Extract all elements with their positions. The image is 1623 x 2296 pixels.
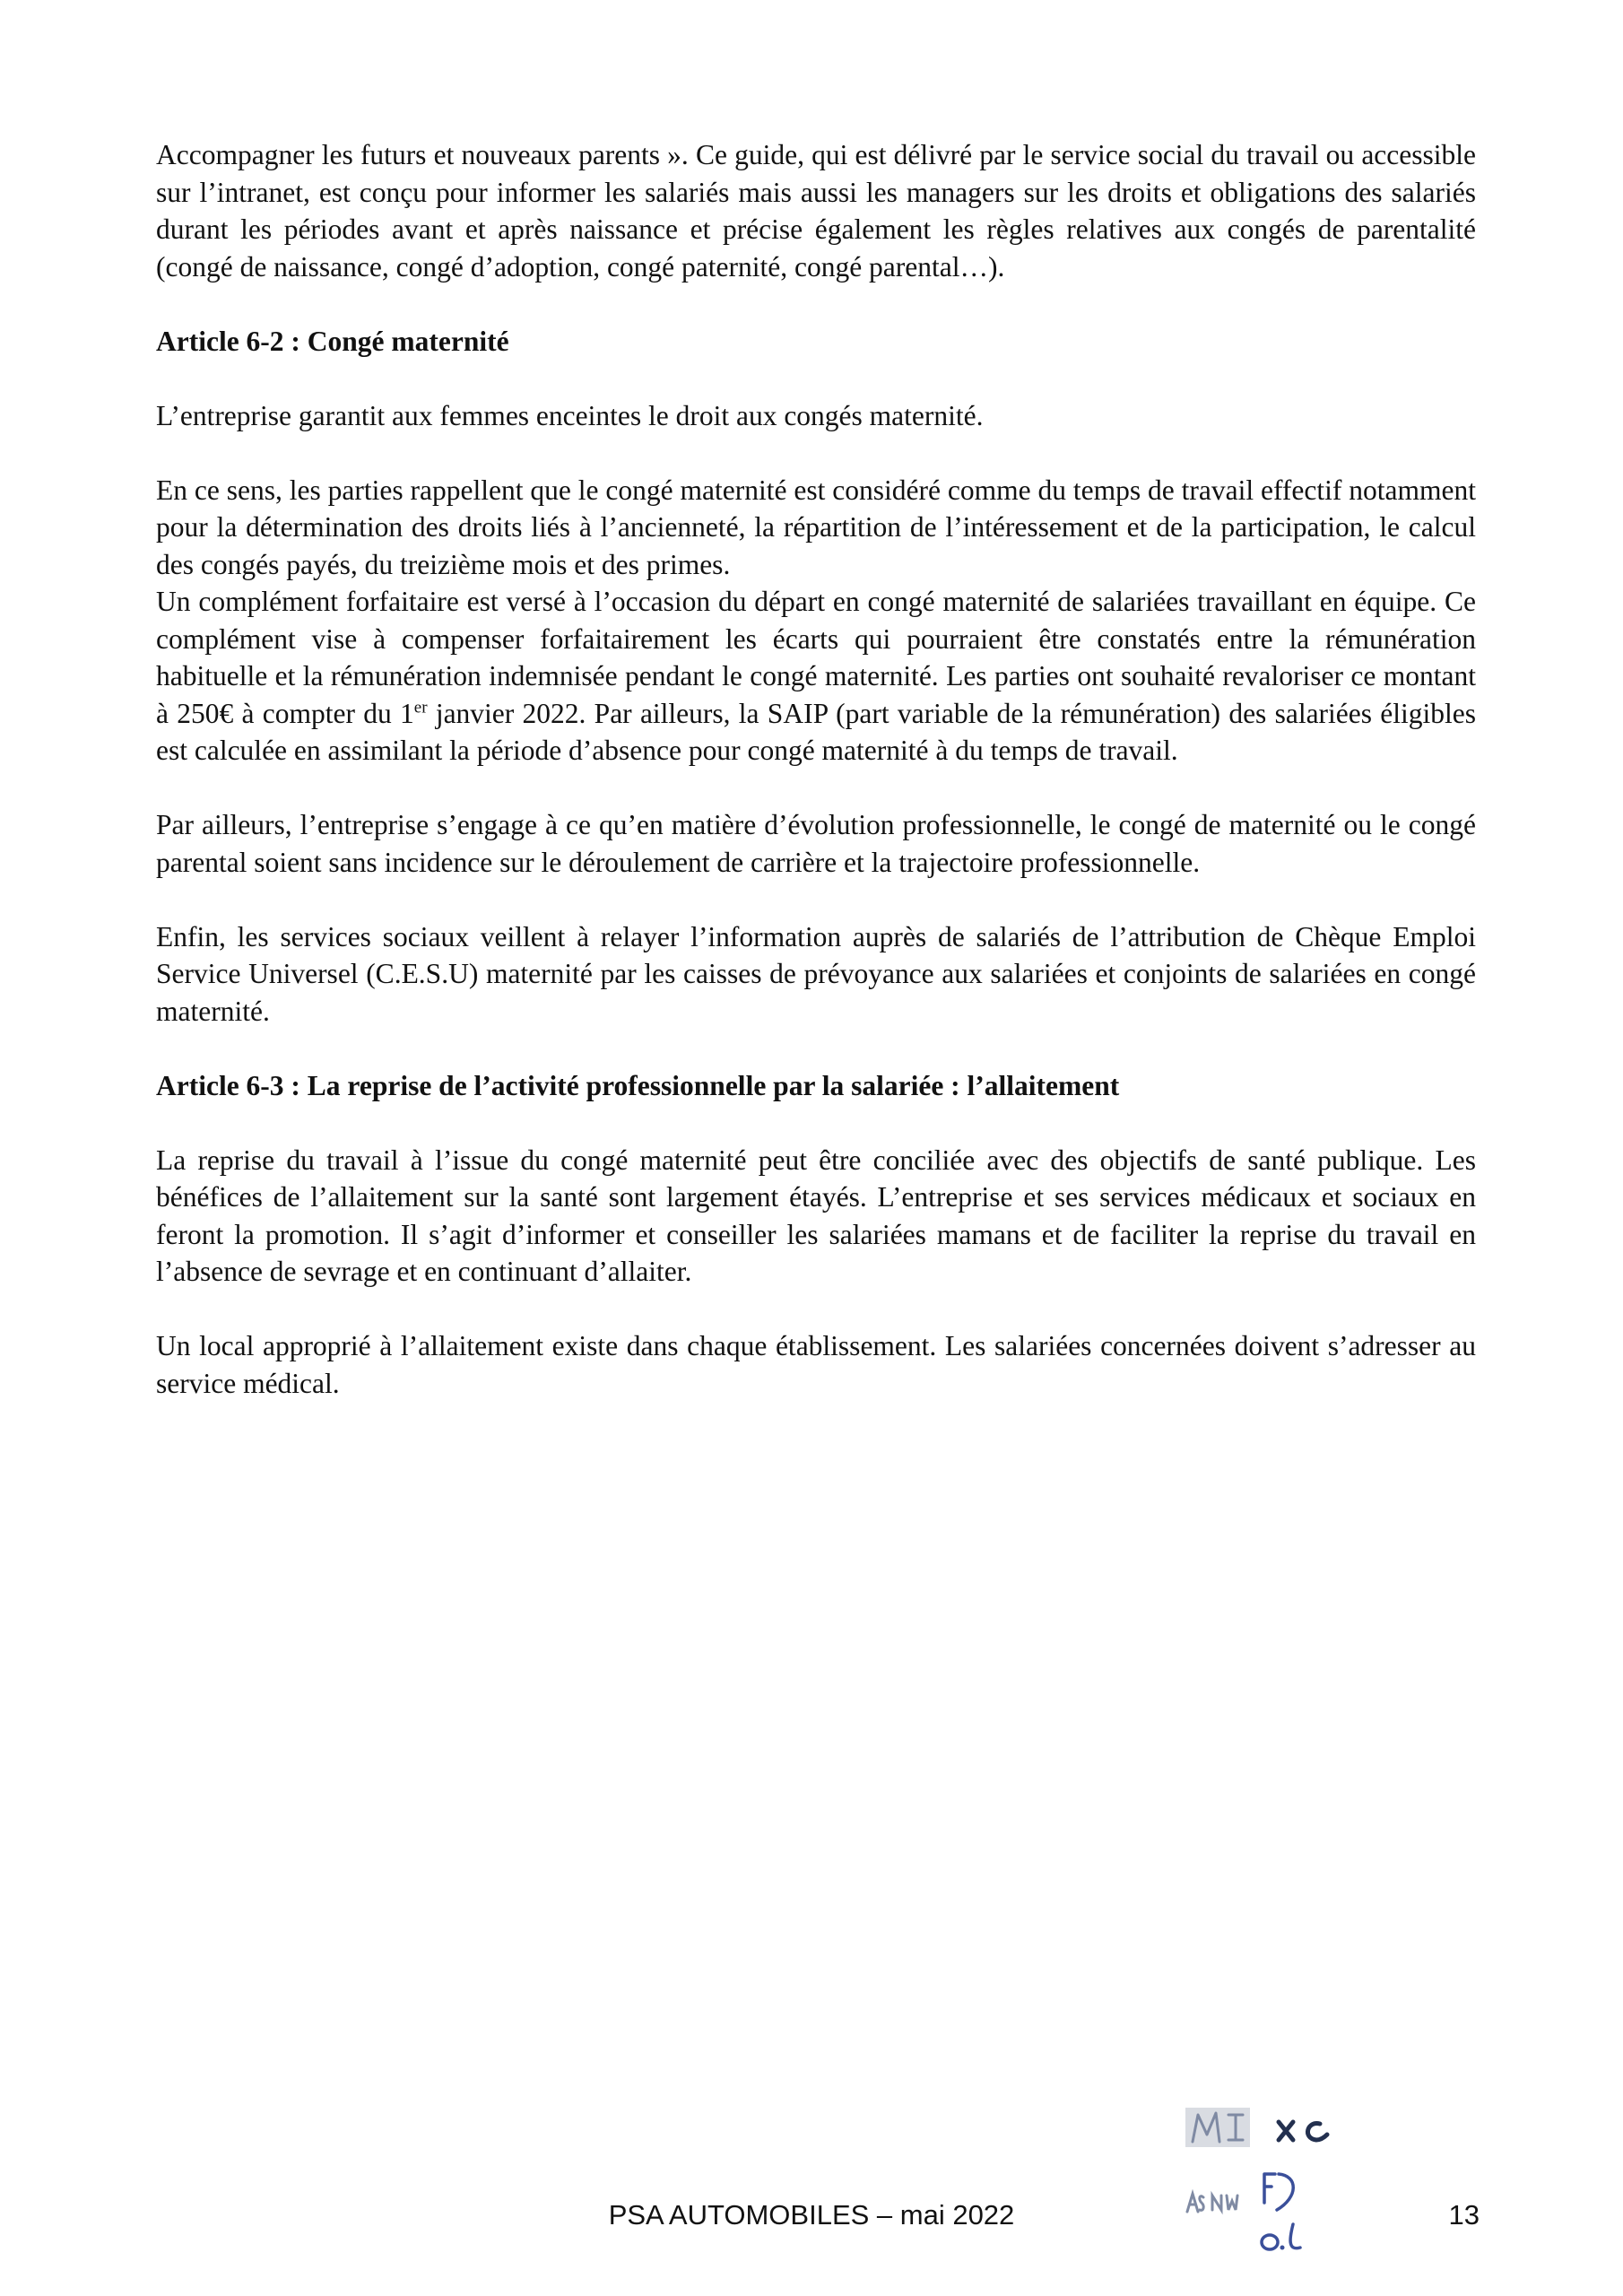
intro-paragraph: Accompagner les futurs et nouveaux parents ». Ce guide, qui est délivré par le service social du travail ou accessible sur l’intranet, est conçu pour informer les salariés mais aussi les managers sur les droits et obligations des salariés durant les périodes avant et après naissance et précise également les règles relatives aux congés de parentalité (congé de naissance, congé d’adoption, congé paternité, congé parental…).	[156, 139, 1476, 283]
article-6-2-paragraph-3	[156, 583, 1476, 770]
article-6-3-paragraph-2: Un local approprié à l’allaitement existe dans chaque établissement. Les salariées concernées doivent s’adresser au service médical.	[156, 1330, 1476, 1399]
article-6-2-title: Article 6-2 : Congé maternité	[156, 325, 509, 357]
article-6-2-paragraph-4: Par ailleurs, l’entreprise s’engage à ce qu’en matière d’évolution professionnelle, le congé de maternité ou le congé parental soient sans incidence sur le déroulement de carrière et la trajectoire professionnelle.	[156, 809, 1476, 878]
footer-text: PSA AUTOMOBILES – mai 2022	[608, 2199, 1015, 2231]
paragraph-3-text-end: janvier 2022. Par ailleurs, la SAIP (part variable de la rémunération) des salariées éligibles est calculée en assimilant la période d’absence pour congé maternité à du temps de travail.	[156, 697, 1477, 766]
document-page	[156, 136, 1476, 1439]
ordinal-superscript: er	[413, 698, 428, 717]
article-6-3-title: Article 6-3 : La reprise de l’activité professionnelle par la salariée : l’allaitement	[156, 1069, 1120, 1101]
article-6-2-paragraph-1: L’entreprise garantit aux femmes enceintes le droit aux congés maternité.	[156, 399, 984, 431]
paragraph-3-text-start: Un complément forfaitaire est versé à l’occasion du départ en congé maternité de salariées travaillant en équipe. Ce complément vise à compenser forfaitairement les écarts qui pourraient être constatés entre la rémunération habituelle et la rémunération indemnisée pendant le congé maternité. Les parties ont souhaité revaloriser ce montant à 250€ à compter du 1	[156, 586, 1476, 729]
article-6-2-paragraph-2: En ce sens, les parties rappellent que le congé maternité est considéré comme du temps de travail effectif notamment pour la détermination des droits liés à l’ancienneté, la répartition de l’intéressement et de la participation, le calcul des congés payés, du treizième mois et des primes.	[156, 474, 1476, 580]
handwritten-initials-image	[1182, 2099, 1361, 2269]
page-number: 13	[1448, 2199, 1480, 2231]
article-6-3-paragraph-1: La reprise du travail à l’issue du congé maternité peut être conciliée avec des objectifs de santé publique. Les bénéfices de l’allaitement sur la santé sont largement étayés. L’entreprise et ses services médicaux et sociaux en feront la promotion. Il s’agit d’informer et conseiller les salariées mamans et de faciliter la reprise du travail en l’absence de sevrage et en continuant d’allaiter.	[156, 1144, 1476, 1287]
article-6-2-paragraph-5: Enfin, les services sociaux veillent à relayer l’information auprès de salariés de l’attribution de Chèque Emploi Service Universel (C.E.S.U) maternité par les caisses de prévoyance aux salariées et conjoints de salariées en congé maternité.	[156, 920, 1476, 1027]
